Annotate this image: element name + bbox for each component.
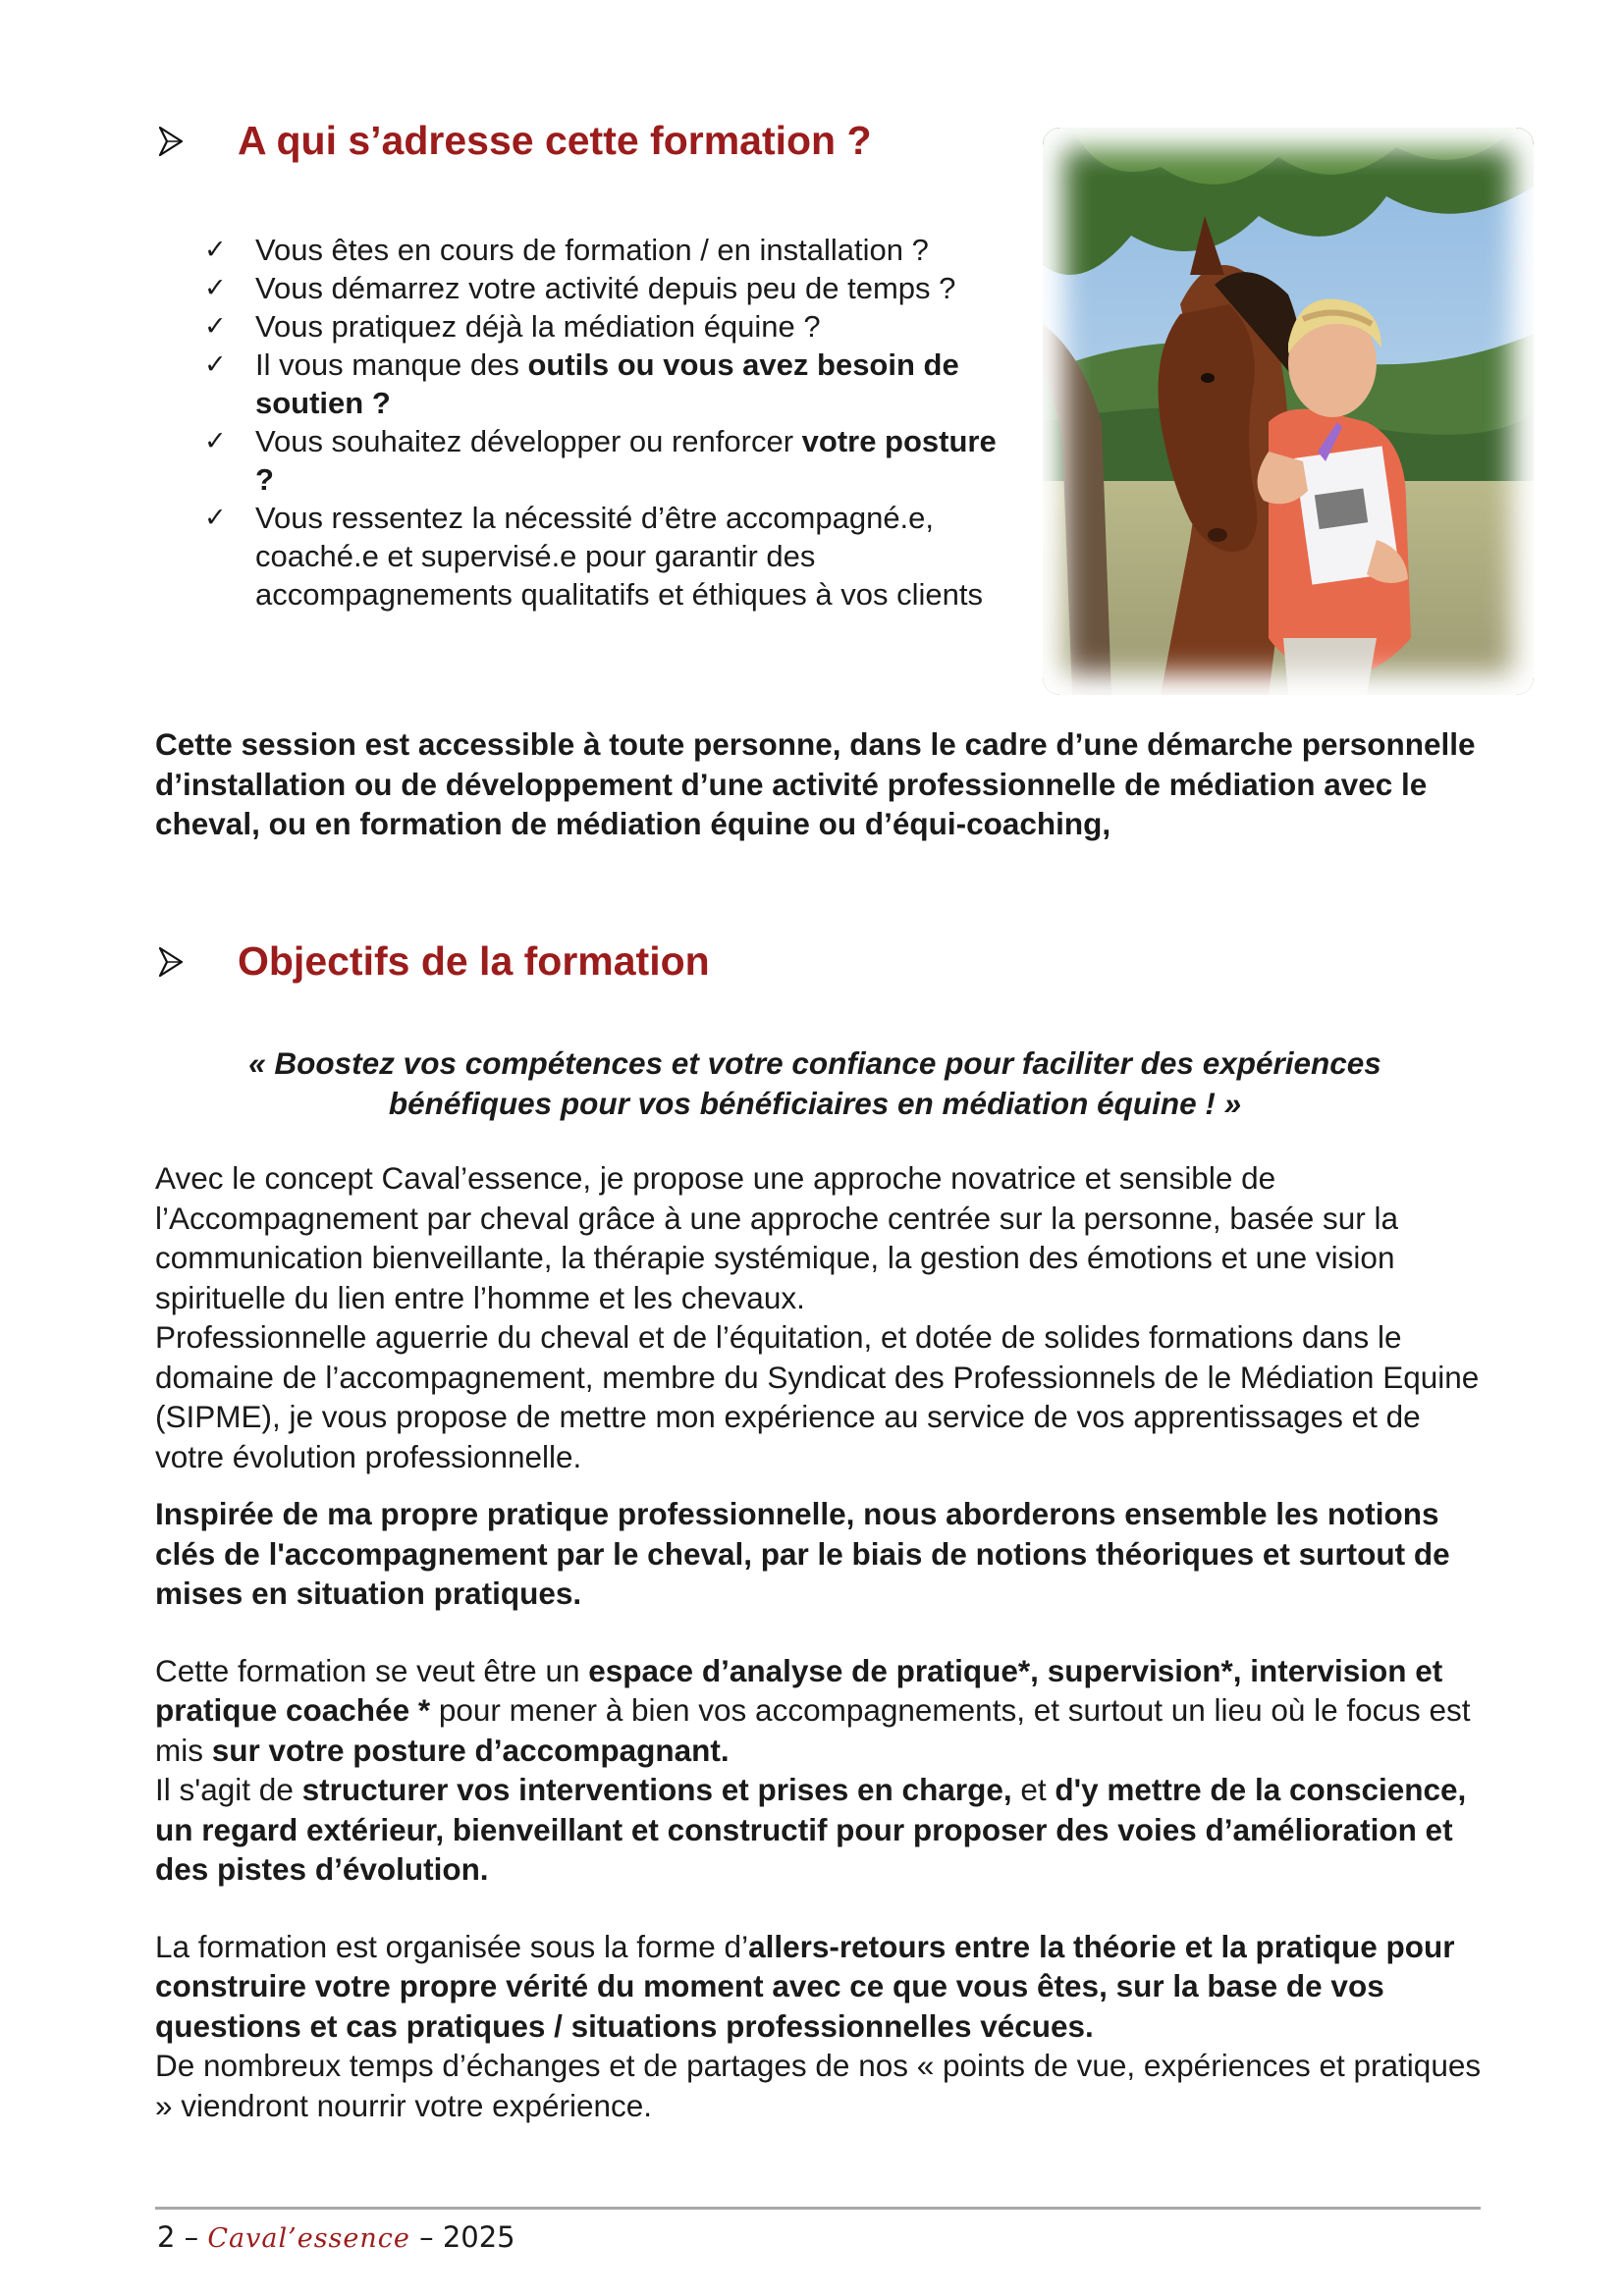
paragraph-text: et: [1011, 1772, 1056, 1807]
paragraph-text: structurer vos interventions et prises en charge,: [301, 1772, 1012, 1807]
body-paragraph: [155, 1651, 1486, 1771]
check-mark-icon: ✓: [204, 349, 227, 380]
paragraph-text: Avec le concept Caval’essence, je propose une approche novatrice et sensible de l’Accompagnement par cheval grâce à une approche centrée sur la personne, basée sur la communication bienveillante, la thérapie systémique, la gestion des émotions et une vision spirituelle du lien entre l’homme et les chevaux.: [155, 1160, 1399, 1315]
arrowhead-bullet-icon: [159, 127, 183, 156]
audience-checklist: [204, 231, 1009, 614]
body-paragraph: [155, 1494, 1486, 1614]
paragraph-text: Il s'agit de: [155, 1772, 302, 1807]
footer-divider: [155, 2207, 1481, 2210]
body-paragraph: [155, 1158, 1486, 1317]
page-footer: [157, 2220, 515, 2254]
body-paragraph: [155, 2046, 1486, 2125]
checklist-item-text: Vous souhaitez développer ou renforcer: [255, 424, 802, 458]
check-mark-icon: ✓: [204, 503, 227, 533]
footer-year: 2025: [442, 2220, 515, 2254]
footer-brand: Caval’essence: [207, 2223, 410, 2254]
section-heading-audience-text: A qui s’adresse cette formation ?: [238, 118, 872, 163]
checklist-item: [204, 346, 1009, 422]
checklist-item: [204, 307, 1009, 346]
accessibility-statement: Cette session est accessible à toute personne, dans le cadre d’une démarche personnelle d’installation ou de développement d’une activité professionnelle de médiation avec le cheval, ou en formation de médiation équine ou d’équi-coaching,: [155, 726, 1476, 841]
section-heading-objectives-text: Objectifs de la formation: [238, 938, 710, 984]
footer-separator: –: [409, 2220, 443, 2254]
checklist-item-text: Il vous manque des: [255, 347, 528, 382]
check-mark-icon: ✓: [204, 426, 227, 456]
checklist-item: [204, 499, 1009, 614]
checklist-item: [204, 422, 1009, 499]
paragraph-text: La formation est organisée sous la forme d’: [155, 1928, 749, 1964]
paragraph-text: d'y mettre de la conscience, un regard extérieur, bienveillant et constructif pour proposer des voies d’amélioration et des pistes d’évolution.: [155, 1772, 1467, 1887]
section-heading-objectives: [159, 938, 710, 985]
checklist-item-text: Vous démarrez votre activité depuis peu de temps ?: [255, 271, 956, 305]
arrowhead-bullet-icon: [159, 947, 183, 977]
footer-separator: –: [175, 2220, 208, 2254]
paragraph-text: allers-retours entre la théorie et la pratique pour construire votre propre vérité du moment avec ce que vous êtes, sur la base de vos questions et cas pratiques / situations professionnelles vécues.: [155, 1928, 1455, 2044]
checklist-item-text: Vous êtes en cours de formation / en installation ?: [255, 233, 929, 267]
footer-page-number: 2: [157, 2220, 176, 2254]
paragraph-text: Inspirée de ma propre pratique professionnelle, nous aborderons ensemble les notions clés de l'accompagnement par le cheval, par le biais de notions théoriques et surtout de mises en situation pratiques.: [155, 1496, 1450, 1611]
paragraph-text: sur votre posture d’accompagnant.: [211, 1732, 730, 1768]
paragraph-text: espace d’analyse de pratique*, supervision*, intervision et pratique coachée *: [155, 1652, 1443, 1728]
objectives-quote: « Boostez vos compétences et votre confiance pour faciliter des expériences bénéfiques pour vos bénéficiaires en médiation équine ! »: [248, 1045, 1381, 1121]
paragraph-text: Professionnelle aguerrie du cheval et de l’équitation, et dotée de solides formations dans le domaine de l’accompagnement, membre du Syndicat des Professionnels de le Médiation Equine (SIPME), je vous propose de mettre mon expérience au service de vos apprentissages et de votre évolution professionnelle.: [155, 1319, 1480, 1474]
check-mark-icon: ✓: [204, 235, 227, 265]
body-paragraph: [155, 1317, 1486, 1476]
check-mark-icon: ✓: [204, 273, 227, 303]
checklist-item-text: Vous pratiquez déjà la médiation équine ?: [255, 309, 821, 344]
photo-woman-with-horse: [1043, 128, 1534, 695]
check-mark-icon: ✓: [204, 311, 227, 342]
paragraph-text: De nombreux temps d’échanges et de partages de nos « points de vue, expériences et pratiques » viendront nourrir votre expérience.: [155, 2048, 1482, 2123]
paragraph-text: Cette formation se veut être un: [155, 1652, 589, 1688]
section-heading-audience: [159, 118, 872, 164]
checklist-item-text: Vous ressentez la nécessité d’être accompagné.e, coaché.e et supervisé.e pour garantir des accompagnements qualitatifs et éthiques à vos clients: [255, 501, 983, 612]
paragraph-text: pour mener à bien vos accompagnements, et surtout un lieu où le focus est mis: [155, 1692, 1471, 1768]
checklist-item-text: votre posture ?: [255, 424, 997, 497]
objectives-body: [155, 1158, 1486, 2125]
body-paragraph: [155, 1927, 1486, 2047]
checklist-item-text: outils ou vous avez besoin de soutien ?: [255, 347, 959, 420]
checklist-item: [204, 269, 1009, 307]
checklist-item: [204, 231, 1009, 269]
body-paragraph: [155, 1770, 1486, 1890]
